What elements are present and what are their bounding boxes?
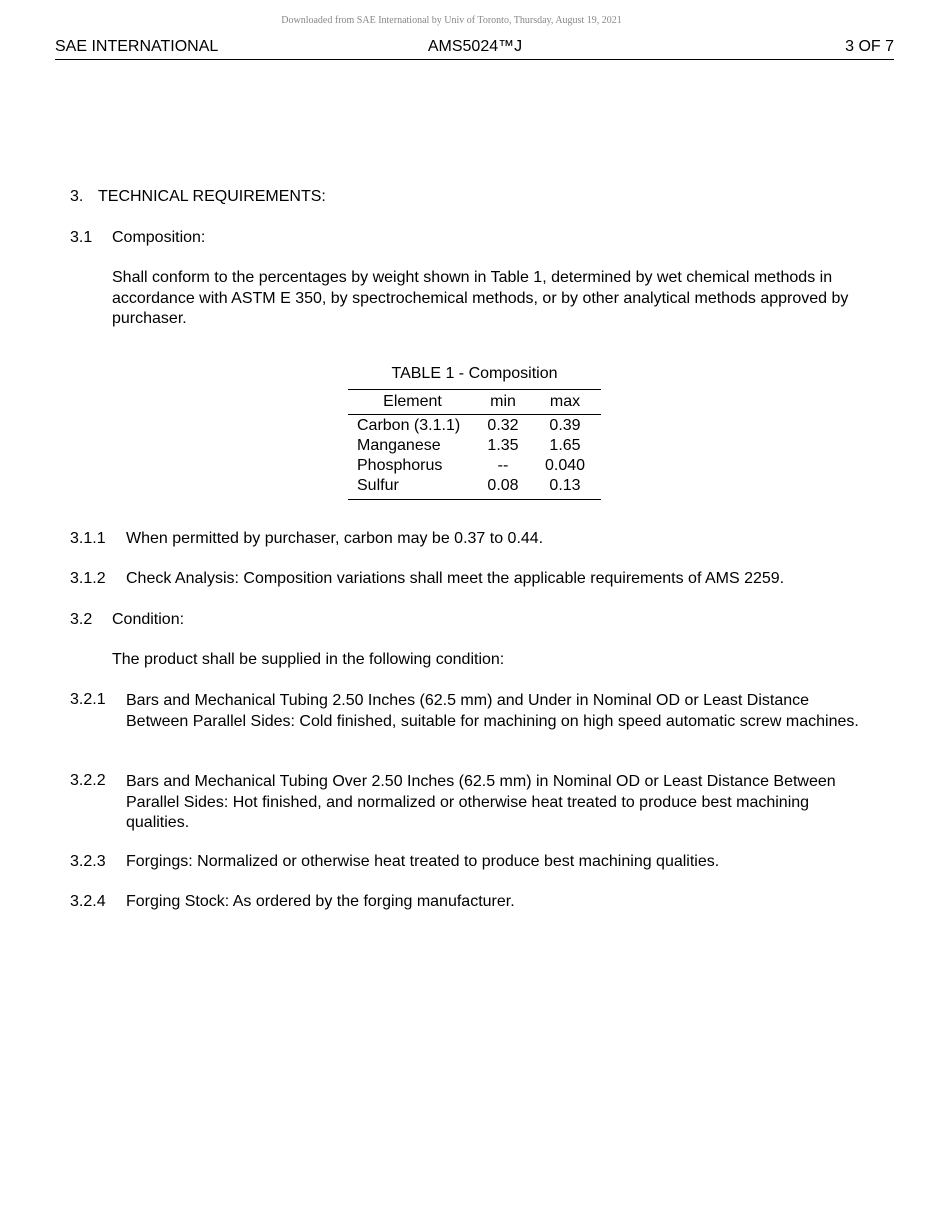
max-cell: 0.040: [544, 457, 586, 474]
section-3-number: 3.: [70, 188, 84, 205]
section-3-2-3-number: 3.2.3: [70, 853, 106, 870]
section-3-1-1-text: When permitted by purchaser, carbon may be 0.37 to 0.44.: [126, 530, 544, 547]
min-cell: --: [497, 457, 509, 474]
table-row: [348, 476, 601, 500]
section-3-2-number: 3.2: [70, 611, 93, 628]
element-cell: Sulfur: [357, 477, 399, 494]
max-cell: 0.39: [549, 417, 581, 434]
section-3-1-2-text: Check Analysis: Composition variations shall meet the applicable requirements of AMS 2259.: [126, 570, 785, 587]
min-cell: 0.32: [487, 417, 519, 434]
section-3-2-3-text: Forgings: Normalized or otherwise heat treated to produce best machining qualities.: [126, 853, 720, 870]
table-row: [348, 436, 601, 456]
header-page-number: 3 OF 7: [845, 38, 894, 55]
composition-table: [348, 389, 601, 500]
table-row: [348, 456, 601, 476]
section-3-2-2-text: Bars and Mechanical Tubing Over 2.50 Inches (62.5 mm) in Nominal OD or Least Distance Between Parallel Sides: Hot finished, and normalized or otherwise heat treated to produce best machining qualities.: [126, 773, 836, 831]
element-cell: Carbon (3.1.1): [357, 417, 461, 434]
section-3-1-body: Shall conform to the percentages by weight shown in Table 1, determined by wet chemical methods in accordance with ASTM E 350, by spectrochemical methods, or by other analytical methods approved by purchaser.: [112, 269, 849, 327]
element-cell: Manganese: [357, 437, 441, 454]
table-1-caption: TABLE 1 - Composition: [391, 365, 558, 382]
column-header-max: max: [549, 393, 581, 410]
section-3-2-1-number: 3.2.1: [70, 691, 106, 708]
max-cell: 1.65: [549, 437, 581, 454]
section-3-1-2-number: 3.1.2: [70, 570, 106, 587]
section-3-title: TECHNICAL REQUIREMENTS:: [98, 188, 326, 205]
section-3-2-title: Condition:: [112, 611, 185, 628]
column-header-min: min: [490, 393, 516, 410]
section-3-1-title: Composition:: [112, 229, 206, 246]
header-doc-id: AMS5024™J: [427, 38, 523, 55]
section-3-1-1-number: 3.1.1: [70, 530, 106, 547]
section-3-2-2-number: 3.2.2: [70, 772, 106, 789]
section-3-1-number: 3.1: [70, 229, 93, 246]
table-row: [348, 415, 601, 437]
download-watermark: Downloaded from SAE International by Univ of Toronto, Thursday, August 19, 2021: [281, 15, 622, 26]
min-cell: 1.35: [487, 437, 519, 454]
max-cell: 0.13: [549, 477, 581, 494]
column-header-element: Element: [383, 393, 442, 410]
section-3-2-4-number: 3.2.4: [70, 893, 106, 910]
header-publisher: SAE INTERNATIONAL: [55, 38, 219, 55]
section-3-2-4-text: Forging Stock: As ordered by the forging manufacturer.: [126, 893, 515, 910]
header-rule: [55, 59, 894, 60]
section-3-2-1-text: Bars and Mechanical Tubing 2.50 Inches (62.5 mm) and Under in Nominal OD or Least Distance Between Parallel Sides: Cold finished, suitable for machining on high speed automatic screw machines.: [126, 692, 859, 730]
element-cell: Phosphorus: [357, 457, 443, 474]
table-header-row: [348, 390, 601, 415]
section-3-2-body: The product shall be supplied in the following condition:: [112, 651, 505, 668]
min-cell: 0.08: [487, 477, 519, 494]
